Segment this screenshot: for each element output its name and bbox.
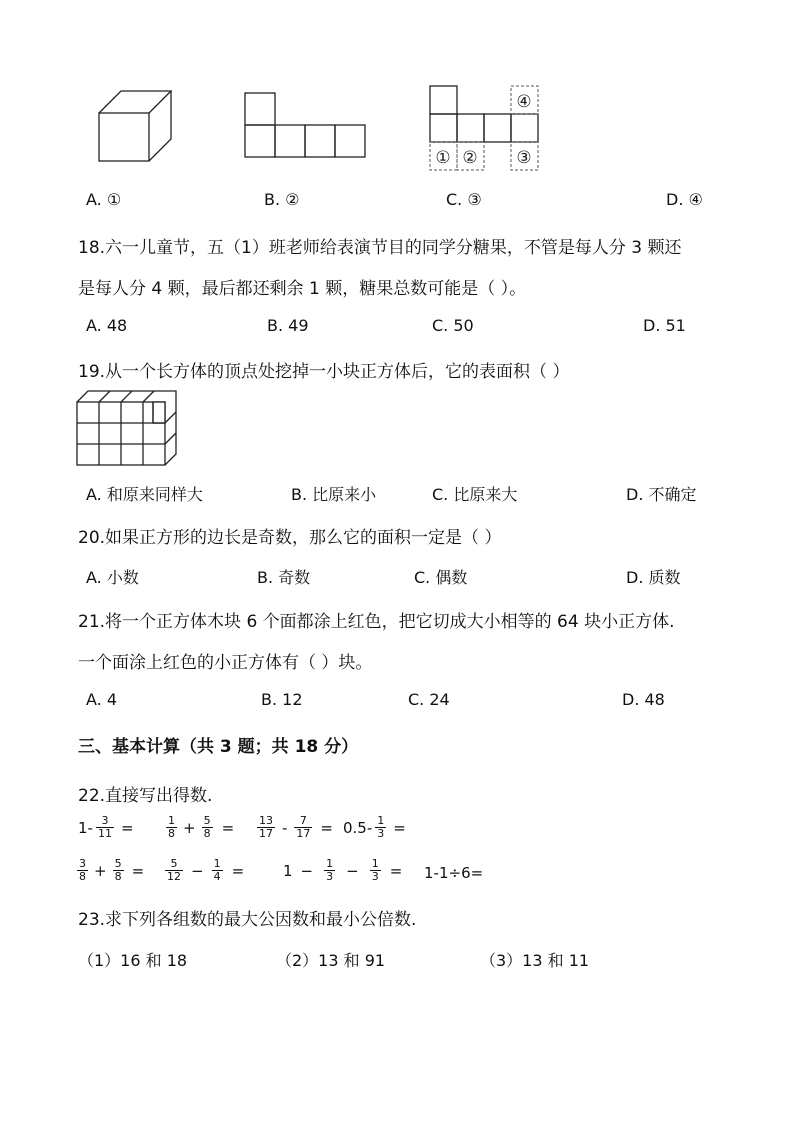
net-figure-b xyxy=(244,92,370,160)
q21-option-a[interactable]: A. 4 xyxy=(86,690,118,709)
q18-option-c[interactable]: C. 50 xyxy=(432,316,474,335)
q23-item-2: （2）13 和 91 xyxy=(276,951,386,970)
net-label-4: ④ xyxy=(516,92,532,112)
q17-option-a[interactable]: A. ① xyxy=(86,190,122,209)
net-label-2: ② xyxy=(462,148,478,168)
q18-option-d[interactable]: D. 51 xyxy=(643,316,686,335)
q20-option-c[interactable]: C. 偶数 xyxy=(414,568,468,587)
q17-option-c[interactable]: C. ③ xyxy=(446,190,482,209)
section-3-heading: 三、基本计算（共 3 题；共 18 分） xyxy=(78,737,359,757)
cuboid-figure xyxy=(76,390,186,468)
q21-option-d[interactable]: D. 48 xyxy=(622,690,665,709)
q18-text-line1: 18.六一儿童节，五（1）班老师给表演节目的同学分糖果，不管是每人分 3 颗还 xyxy=(78,238,682,258)
q18-option-a[interactable]: A. 48 xyxy=(86,316,128,335)
q19-option-d[interactable]: D. 不确定 xyxy=(626,485,697,504)
q20-text: 20.如果正方形的边长是奇数，那么它的面积一定是（ ） xyxy=(78,528,502,548)
q19-option-b[interactable]: B. 比原来小 xyxy=(291,485,377,504)
q23-text: 23.求下列各组数的最大公因数和最小公倍数. xyxy=(78,910,417,930)
q22-expr-3: 13 17 - $\frac{7}{17}$ = xyxy=(259,814,333,840)
net-label-1: ① xyxy=(435,148,451,168)
q23-item-3: （3）13 和 11 xyxy=(480,951,590,970)
q22-expr-1: 1- $\frac{3}{11}$ = xyxy=(78,814,134,840)
q22-expr-6: 5 12 − $\frac{1}{4}$ = xyxy=(167,857,245,883)
q22-expr-4: 0.5- $\frac{1}{3}$ = xyxy=(343,814,406,840)
q22-expr-5: 3 8 + $\frac{5}{8}$ = xyxy=(79,857,145,883)
q18-option-b[interactable]: B. 49 xyxy=(267,316,309,335)
q19-text: 19.从一个长方体的顶点处挖掉一小块正方体后，它的表面积（ ） xyxy=(78,362,570,382)
q20-option-d[interactable]: D. 质数 xyxy=(626,568,681,587)
q21-option-c[interactable]: C. 24 xyxy=(408,690,450,709)
q22-expr-2: 1 8 + $\frac{5}{8}$ = xyxy=(168,814,235,840)
q19-option-c[interactable]: C. 比原来大 xyxy=(432,485,518,504)
net-figure-c xyxy=(428,84,540,174)
net-label-3: ③ xyxy=(516,148,532,168)
q23-item-1: （1）16 和 18 xyxy=(78,951,188,970)
q21-text-line1: 21.将一个正方体木块 6 个面都涂上红色，把它切成大小相等的 64 块小正方体. xyxy=(78,612,675,632)
q21-option-b[interactable]: B. 12 xyxy=(261,690,303,709)
q20-option-a[interactable]: A. 小数 xyxy=(86,568,139,587)
q22-text: 22.直接写出得数. xyxy=(78,786,213,806)
q22-expr-7: 1 − $\frac{1}{3}$ − $\frac{1}{3}$ = xyxy=(283,857,403,883)
q17-option-d[interactable]: D. ④ xyxy=(666,190,703,209)
cube-figure xyxy=(97,89,177,164)
q22-expr-8: 1-1÷6= xyxy=(424,864,484,882)
q19-option-a[interactable]: A. 和原来同样大 xyxy=(86,485,203,504)
q18-text-line2: 是每人分 4 颗，最后都还剩余 1 颗，糖果总数可能是（ ）。 xyxy=(78,279,527,299)
q17-option-b[interactable]: B. ② xyxy=(264,190,300,209)
q21-text-line2: 一个面涂上红色的小正方体有（ ）块。 xyxy=(78,653,373,673)
q20-option-b[interactable]: B. 奇数 xyxy=(257,568,311,587)
